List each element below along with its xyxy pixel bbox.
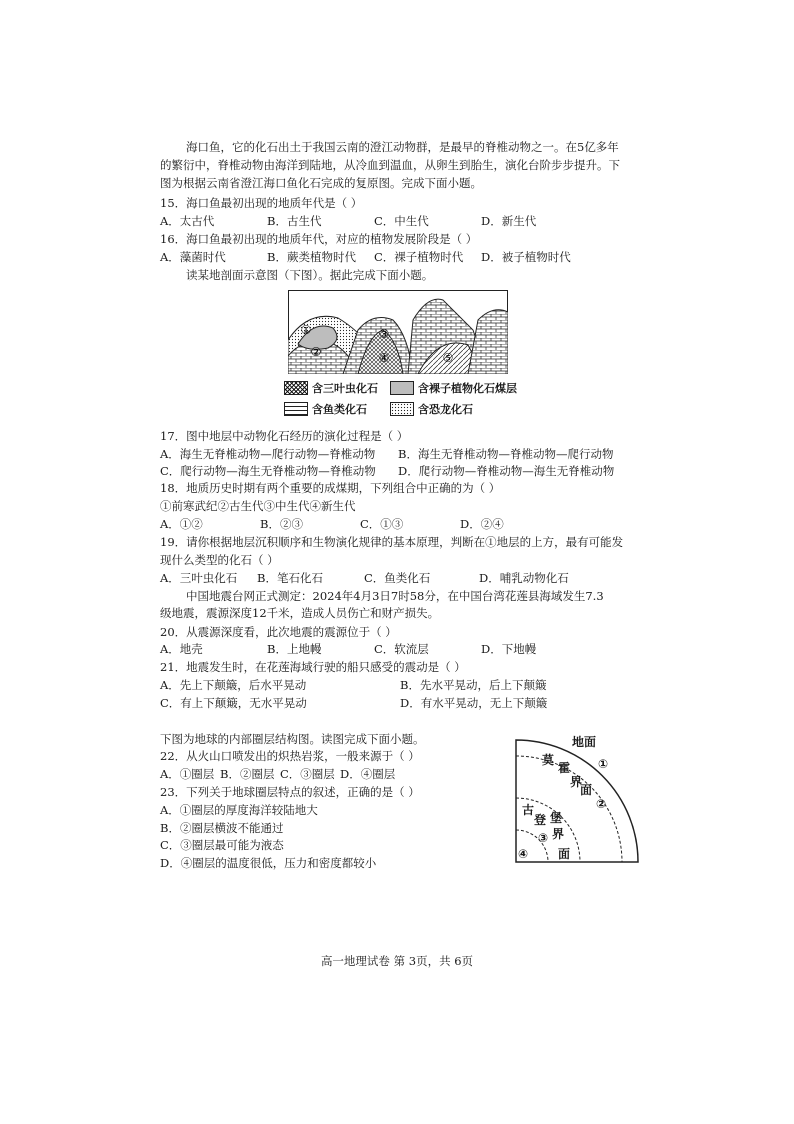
q22-option-a[interactable]: A．①圈层	[160, 767, 215, 781]
q18-option-a[interactable]: A．①②	[160, 517, 203, 531]
legend-label-trilobite: 含三叶虫化石	[312, 382, 378, 395]
layer-1-label: ①	[598, 757, 609, 771]
q15-option-b[interactable]: B．古生代	[267, 214, 322, 228]
stratum-label-3: ③	[378, 327, 390, 341]
intro-line-1: 海口鱼，它的化石出土于我国云南的澄江动物群，是最早的脊椎动物之一。在5亿多年	[186, 140, 619, 154]
surface-label: 地面	[572, 735, 597, 749]
intro-3-line-1: 中国地震台网正式测定：2024年4月3日7时58分，在中国台湾花莲县海域发生7.3	[186, 589, 604, 603]
q21-option-d[interactable]: D．有水平晃动，无上下颠簸	[400, 696, 548, 710]
q22-option-d[interactable]: D．④圈层	[340, 767, 396, 781]
q16-option-a[interactable]: A．藻菌时代	[160, 250, 226, 264]
q23-option-b[interactable]: B．②圈层横波不能通过	[160, 821, 284, 835]
q22-option-b[interactable]: B．②圈层	[220, 767, 275, 781]
moho-char-1: 莫	[542, 753, 555, 767]
moho-char-2: 霍	[558, 761, 571, 775]
q18-options	[160, 516, 560, 532]
q23-stem: 23．下列关于地球圈层特点的叙述，正确的是（ ）	[160, 785, 420, 799]
moho-char-3: 界	[570, 775, 583, 789]
q19-option-c[interactable]: C．鱼类化石	[364, 571, 431, 585]
q17-option-c[interactable]: C．爬行动物—海生无脊椎动物—脊椎动物	[160, 464, 376, 478]
intro-line-3: 图为根据云南省澄江海口鱼化石完成的复原图。完成下面小题。	[160, 176, 482, 190]
q22-stem: 22．从火山口喷发出的炽热岩浆，一般来源于（ ）	[160, 749, 420, 763]
legend-trilobite	[284, 380, 378, 396]
layer-2-label: ②	[596, 797, 607, 811]
q15-options	[160, 213, 588, 229]
intro-3-line-2: 级地震，震源深度12千米，造成人员伤亡和财产损失。	[160, 606, 440, 620]
q15-option-a[interactable]: A．太古代	[160, 214, 215, 228]
q23-option-d[interactable]: D．④圈层的温度很低，压力和密度都较小	[160, 856, 377, 870]
stratum-label-5: ⑤	[442, 351, 454, 365]
q17-option-b[interactable]: B．海生无脊椎动物—脊椎动物—爬行动物	[398, 447, 614, 461]
q17-stem: 17．图中地层中动物化石经历的演化过程是（ ）	[160, 429, 409, 443]
gutenberg-char-4: 界	[552, 827, 565, 841]
swatch-crosshatch	[284, 381, 308, 395]
q20-stem: 20．从震源深度看，此次地震的震源位于（ ）	[160, 625, 397, 639]
intro-4: 下图为地球的内部圈层结构图。读图完成下面小题。	[160, 732, 425, 746]
q18-opts: ①前寒武纪②古生代③中生代④新生代	[160, 499, 356, 513]
q19-stem-1: 19．请你根据地层沉积顺序和生物演化规律的基本原理，判断在①地层的上方，最有可能发	[160, 535, 624, 549]
earth-layers-diagram	[512, 734, 642, 866]
q16-options	[160, 249, 588, 265]
q21-options-row2	[160, 695, 640, 711]
q23-option-a[interactable]: A．①圈层的厚度海洋较陆地大	[160, 803, 318, 817]
q17-options-row1	[160, 446, 636, 462]
q21-options-row1	[160, 677, 640, 693]
q22-options	[160, 766, 400, 782]
q20-options	[160, 641, 588, 657]
gutenberg-char-3: 堡	[550, 811, 563, 825]
swatch-gray	[390, 381, 414, 395]
q17-option-a[interactable]: A．海生无脊椎动物—爬行动物—脊椎动物	[160, 447, 376, 461]
q19-options	[160, 570, 586, 586]
q18-option-d[interactable]: D．②④	[460, 517, 504, 531]
q20-option-d[interactable]: D．下地幔	[481, 642, 537, 656]
q20-option-b[interactable]: B．上地幔	[267, 642, 322, 656]
legend-label-gymnosperm-coal: 含裸子植物化石煤层	[418, 382, 517, 395]
moho-char-4: 面	[580, 783, 593, 797]
q23-option-c[interactable]: C．③圈层最可能为液态	[160, 838, 284, 852]
legend-label-fish: 含鱼类化石	[312, 403, 367, 416]
gutenberg-char-5: 面	[558, 847, 571, 861]
q19-option-a[interactable]: A．三叶虫化石	[160, 571, 238, 585]
q21-stem: 21．地震发生时，在花莲海域行驶的船只感受的震动是（ ）	[160, 660, 466, 674]
q17-options-row2	[160, 463, 636, 479]
q21-option-b[interactable]: B．先水平晃动，后上下颠簸	[400, 678, 547, 692]
swatch-dotted	[390, 402, 414, 416]
page-footer: 高一地理试卷 第 3页，共 6页	[320, 954, 474, 968]
legend-gymnosperm-coal	[390, 380, 517, 396]
legend-label-dinosaur: 含恐龙化石	[418, 403, 473, 416]
stratum-label-2: ②	[310, 345, 322, 359]
q19-option-b[interactable]: B．笔石化石	[257, 571, 323, 585]
q18-option-c[interactable]: C．①③	[360, 517, 404, 531]
q19-stem-2: 现什么类型的化石（ ）	[160, 553, 279, 567]
q20-option-c[interactable]: C．软流层	[374, 642, 429, 656]
q15-option-d[interactable]: D．新生代	[481, 214, 537, 228]
q15-stem: 15．海口鱼最初出现的地质年代是（ ）	[160, 196, 363, 210]
q21-option-c[interactable]: C．有上下颠簸，无水平晃动	[160, 696, 307, 710]
intro-line-2: 的繁衍中，脊椎动物由海洋到陆地，从冷血到温血，从卵生到胎生，演化台阶步步提升。下	[160, 158, 620, 172]
q20-option-a[interactable]: A．地壳	[160, 642, 203, 656]
layer-4-label: ④	[518, 847, 529, 861]
intro-2: 读某地剖面示意图（下图）。据此完成下面小题。	[186, 268, 434, 282]
q19-option-d[interactable]: D．哺乳动物化石	[479, 571, 569, 585]
q16-option-b[interactable]: B．蕨类植物时代	[267, 250, 356, 264]
stratum-label-4: ④	[378, 351, 390, 365]
swatch-brick	[284, 402, 308, 416]
q22-option-c[interactable]: C．③圈层	[280, 767, 335, 781]
q15-option-c[interactable]: C．中生代	[374, 214, 429, 228]
q21-option-a[interactable]: A．先上下颠簸，后水平晃动	[160, 678, 307, 692]
legend-dinosaur	[390, 401, 473, 417]
q18-stem: 18．地质历史时期有两个重要的成煤期，下列组合中正确的为（ ）	[160, 481, 501, 495]
q16-option-d[interactable]: D．被子植物时代	[481, 250, 571, 264]
q16-option-c[interactable]: C．裸子植物时代	[374, 250, 464, 264]
layer-3-label: ③	[538, 831, 549, 845]
legend-fish	[284, 401, 367, 417]
q18-option-b[interactable]: B．②③	[260, 517, 303, 531]
gutenberg-char-2: 登	[534, 813, 547, 827]
q16-stem: 16．海口鱼最初出现的地质年代，对应的植物发展阶段是（ ）	[160, 232, 478, 246]
stratum-label-1: ①	[300, 323, 312, 337]
strata-diagram	[288, 290, 508, 374]
gutenberg-char-1: 古	[522, 803, 535, 817]
q17-option-d[interactable]: D．爬行动物—脊椎动物—海生无脊椎动物	[398, 464, 615, 478]
